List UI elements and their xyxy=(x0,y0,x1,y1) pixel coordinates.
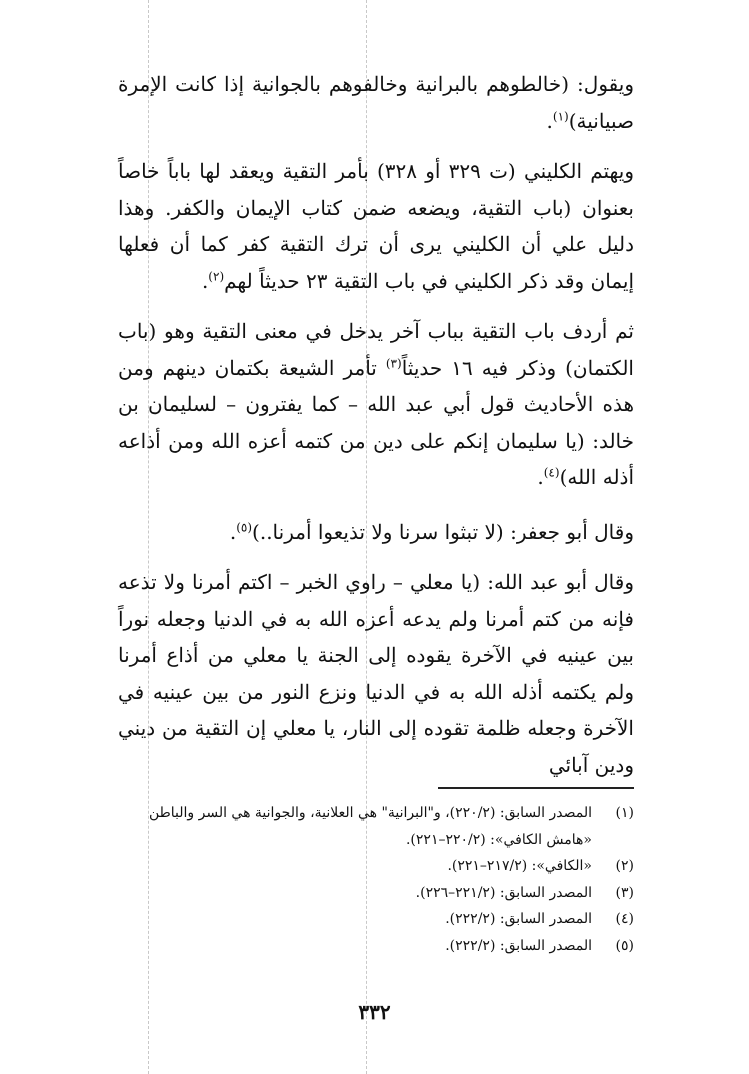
footnote-4 xyxy=(140,906,634,933)
footnote-ref-5[interactable]: (٥) xyxy=(236,519,253,534)
paragraph-5 xyxy=(118,564,634,783)
paragraph-4 xyxy=(118,514,634,551)
footnote-text: «الكافي»: (٢١٧/٢–٢٢١). xyxy=(447,858,592,874)
paragraph-3-end: . xyxy=(537,465,544,489)
paragraph-3-text: ثم أردف باب التقية بباب آخر يدخل في معنى التقية وهو (باب الكتمان) وذكر فيه ١٦ حديثاً xyxy=(118,319,634,380)
footnote-5 xyxy=(140,933,634,960)
footnote-2 xyxy=(140,853,634,880)
footnote-number: (٢) xyxy=(615,858,634,874)
footnote-ref-4[interactable]: (٤) xyxy=(543,465,560,480)
footnote-text: المصدر السابق: (٢٢٠/٢)، و"البرانية" هي العلانية، والجوانية هي السر والباطن «هامش الكافي»: (٢٢٠/٢–٢٢١). xyxy=(148,805,592,848)
footnote-number: (٣) xyxy=(615,884,634,901)
footnote-number: (٥) xyxy=(615,937,634,954)
footnote-1 xyxy=(140,800,634,853)
paragraph-3-middle: تأمر الشيعة بكتمان دينهم ومن هذه الأحاديث قول أبي عبد الله – كما يفترون – لسليمان بن خالد: (يا سليمان إنكم على دين من كتمه أعزه الله ومن أذاعه أذله الله) xyxy=(118,355,634,489)
paragraph-2 xyxy=(118,153,634,299)
paragraph-5-text: وقال أبو عبد الله: (يا معلي – راوي الخبر – اكتم أمرنا ولا تذعه فإنه من كتم أمرنا ولم يدعه أعزه الله به في الدنيا وجعله نوراً بين عينيه في الآخرة يقوده إلى الجنة يا معلي من أذاع أمرنا ولم يكتمه أذله الله به في الدنيا ونزع النور من بين عينيه في الآخرة وجعله ظلمة تقوده إلى النار، يا معلي إن التقية من ديني ودين آبائي xyxy=(118,570,634,777)
body-text xyxy=(118,66,634,783)
footnote-ref-2[interactable]: (٢) xyxy=(208,268,225,283)
paragraph-2-end: . xyxy=(201,268,209,293)
paragraph-2-text: ويهتم الكليني (ت ٣٢٩ أو ٣٢٨) بأمر التقية ويعقد لها باباً خاصاً بعنوان (باب التقية، ويضعه ضمن كتاب الإيمان والكفر. وهذا دليل علي أن الكليني يرى أن ترك التقية كفر كما أن فعلها إيمان وقد ذكر الكليني في باب التقية ٢٣ حديثاً لهم xyxy=(118,159,634,293)
footnote-number: (١) xyxy=(615,805,634,821)
paragraph-1-end: . xyxy=(546,108,553,133)
footnote-ref-3[interactable]: (٣) xyxy=(385,355,402,370)
footnote-text: المصدر السابق: (٢٢٢/٢). xyxy=(445,937,592,954)
page-number: ٣٣٢ xyxy=(358,1000,391,1024)
footnote-number: (٤) xyxy=(615,911,634,927)
footnote-text: المصدر السابق: (٢٢٢/٢). xyxy=(445,911,592,927)
footnote-separator xyxy=(438,787,634,789)
paragraph-1 xyxy=(118,66,634,139)
paragraph-4-text: وقال أبو جعفر: (لا تبثوا سرنا ولا تذيعوا أمرنا..) xyxy=(252,519,634,544)
paragraph-3 xyxy=(118,313,634,496)
paragraph-1-text: ويقول: (خالطوهم بالبرانية وخالفوهم بالجوانية إذا كانت الإمرة صبيانية) xyxy=(118,72,634,133)
footnote-text: المصدر السابق: (٢٢١/٢–٢٢٦). xyxy=(415,884,592,901)
footnotes xyxy=(140,800,634,959)
footnote-3 xyxy=(140,880,634,907)
paragraph-4-end: . xyxy=(229,519,237,544)
footnote-ref-1[interactable]: (١) xyxy=(552,108,569,123)
